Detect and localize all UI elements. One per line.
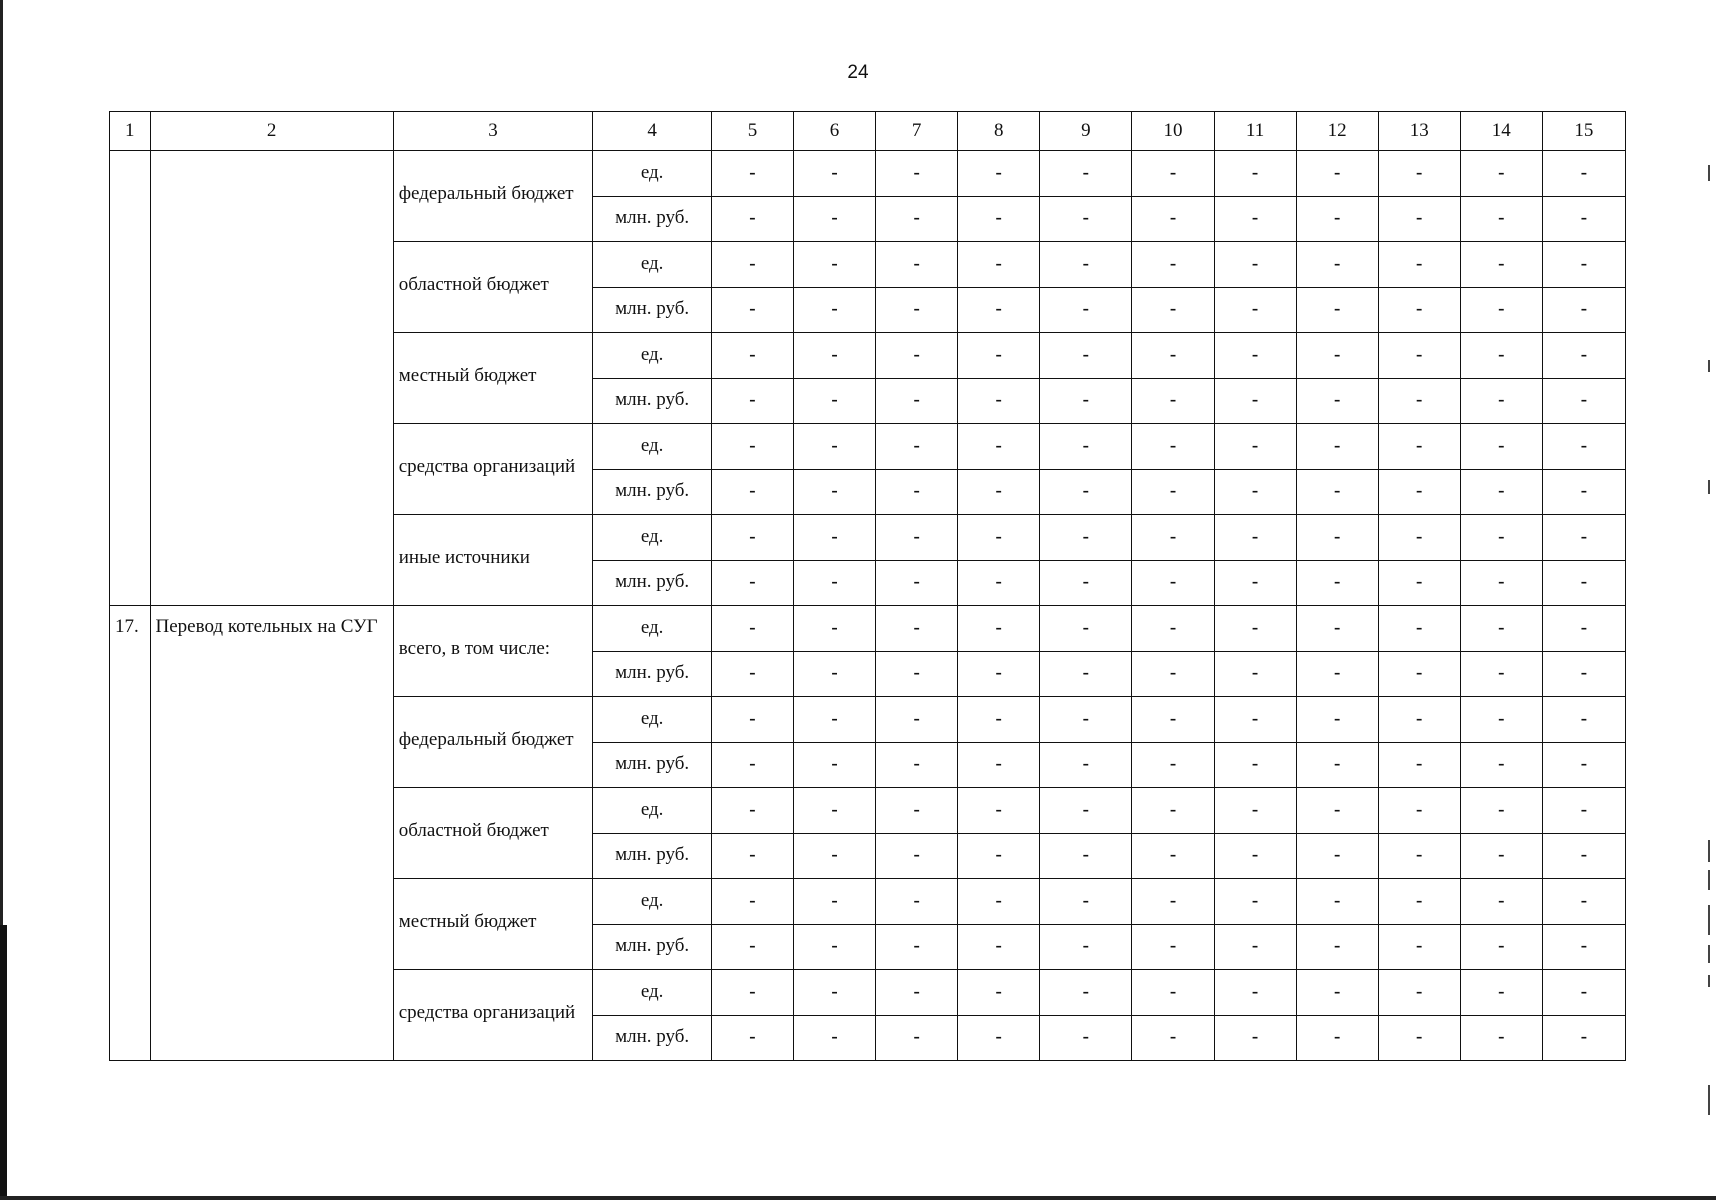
funding-source: средства организаций [393, 970, 593, 1061]
value-cell: - [794, 560, 876, 606]
value-cell: - [1378, 242, 1460, 288]
value-cell: - [1214, 879, 1296, 925]
value-cell: - [1460, 651, 1542, 697]
value-cell: - [1296, 970, 1378, 1016]
column-header: 14 [1460, 112, 1542, 151]
value-cell: - [958, 196, 1040, 242]
item-name: Перевод котельных на СУГ [150, 606, 393, 1061]
value-cell: - [1214, 1015, 1296, 1061]
value-cell: - [1040, 970, 1132, 1016]
value-cell: - [1132, 196, 1214, 242]
value-cell: - [876, 651, 958, 697]
value-cell: - [958, 970, 1040, 1016]
unit-cell: млн. руб. [593, 833, 712, 879]
value-cell: - [876, 469, 958, 515]
value-cell: - [958, 833, 1040, 879]
value-cell: - [1040, 242, 1132, 288]
value-cell: - [1460, 606, 1542, 652]
value-cell: - [1542, 242, 1625, 288]
column-header: 8 [958, 112, 1040, 151]
value-cell: - [711, 879, 793, 925]
value-cell: - [958, 924, 1040, 970]
value-cell: - [1460, 560, 1542, 606]
value-cell: - [1214, 287, 1296, 333]
funding-source: федеральный бюджет [393, 697, 593, 788]
value-cell: - [958, 378, 1040, 424]
unit-cell: ед. [593, 515, 712, 561]
value-cell: - [1132, 151, 1214, 197]
value-cell: - [876, 924, 958, 970]
value-cell: - [1132, 833, 1214, 879]
value-cell: - [1040, 742, 1132, 788]
value-cell: - [1378, 924, 1460, 970]
value-cell: - [876, 287, 958, 333]
value-cell: - [794, 970, 876, 1016]
value-cell: - [1378, 196, 1460, 242]
unit-cell: ед. [593, 879, 712, 925]
value-cell: - [1460, 287, 1542, 333]
value-cell: - [794, 697, 876, 743]
value-cell: - [1214, 697, 1296, 743]
unit-cell: млн. руб. [593, 287, 712, 333]
unit-cell: млн. руб. [593, 560, 712, 606]
funding-source: всего, в том числе: [393, 606, 593, 697]
value-cell: - [1460, 924, 1542, 970]
table-row [110, 151, 1626, 197]
value-cell: - [1040, 924, 1132, 970]
column-header: 7 [876, 112, 958, 151]
value-cell: - [1378, 424, 1460, 470]
value-cell: - [1378, 560, 1460, 606]
value-cell: - [711, 788, 793, 834]
value-cell: - [794, 1015, 876, 1061]
value-cell: - [1132, 788, 1214, 834]
value-cell: - [1296, 742, 1378, 788]
value-cell: - [1542, 151, 1625, 197]
value-cell: - [876, 788, 958, 834]
value-cell: - [876, 378, 958, 424]
value-cell: - [1296, 333, 1378, 379]
value-cell: - [1214, 333, 1296, 379]
funding-source: иные источники [393, 515, 593, 606]
value-cell: - [711, 833, 793, 879]
value-cell: - [1378, 606, 1460, 652]
value-cell: - [1542, 651, 1625, 697]
value-cell: - [1132, 606, 1214, 652]
value-cell: - [711, 606, 793, 652]
value-cell: - [958, 879, 1040, 925]
unit-cell: млн. руб. [593, 196, 712, 242]
value-cell: - [876, 151, 958, 197]
unit-cell: ед. [593, 333, 712, 379]
unit-cell: млн. руб. [593, 1015, 712, 1061]
value-cell: - [711, 515, 793, 561]
value-cell: - [1214, 196, 1296, 242]
value-cell: - [1132, 924, 1214, 970]
value-cell: - [1460, 242, 1542, 288]
funding-source: средства организаций [393, 424, 593, 515]
funding-source: федеральный бюджет [393, 151, 593, 242]
value-cell: - [1460, 742, 1542, 788]
value-cell: - [1214, 378, 1296, 424]
unit-cell: млн. руб. [593, 651, 712, 697]
value-cell: - [1542, 469, 1625, 515]
value-cell: - [1378, 879, 1460, 925]
value-cell: - [1460, 697, 1542, 743]
scan-edge-marks [1704, 0, 1716, 1200]
value-cell: - [794, 651, 876, 697]
value-cell: - [1296, 151, 1378, 197]
value-cell: - [1460, 970, 1542, 1016]
scan-left-shadow [0, 925, 7, 1200]
unit-cell: ед. [593, 424, 712, 470]
value-cell: - [711, 196, 793, 242]
value-cell: - [1296, 378, 1378, 424]
value-cell: - [1296, 1015, 1378, 1061]
value-cell: - [1132, 515, 1214, 561]
value-cell: - [1214, 788, 1296, 834]
value-cell: - [1378, 970, 1460, 1016]
value-cell: - [711, 242, 793, 288]
value-cell: - [1378, 151, 1460, 197]
funding-source: областной бюджет [393, 788, 593, 879]
value-cell: - [1132, 287, 1214, 333]
column-header: 1 [110, 112, 151, 151]
value-cell: - [876, 742, 958, 788]
value-cell: - [1378, 378, 1460, 424]
value-cell: - [1132, 378, 1214, 424]
value-cell: - [958, 560, 1040, 606]
value-cell: - [1040, 788, 1132, 834]
unit-cell: ед. [593, 697, 712, 743]
value-cell: - [958, 1015, 1040, 1061]
value-cell: - [711, 560, 793, 606]
value-cell: - [1214, 242, 1296, 288]
unit-cell: млн. руб. [593, 924, 712, 970]
value-cell: - [1460, 833, 1542, 879]
column-header: 10 [1132, 112, 1214, 151]
value-cell: - [876, 606, 958, 652]
value-cell: - [1542, 879, 1625, 925]
value-cell: - [1542, 833, 1625, 879]
value-cell: - [1460, 424, 1542, 470]
value-cell: - [1378, 515, 1460, 561]
value-cell: - [1132, 651, 1214, 697]
value-cell: - [1040, 833, 1132, 879]
value-cell: - [711, 697, 793, 743]
table-row [110, 606, 1626, 652]
value-cell: - [1040, 1015, 1132, 1061]
unit-cell: ед. [593, 606, 712, 652]
value-cell: - [794, 196, 876, 242]
value-cell: - [1542, 742, 1625, 788]
value-cell: - [711, 651, 793, 697]
value-cell: - [1296, 879, 1378, 925]
value-cell: - [1296, 196, 1378, 242]
value-cell: - [1040, 469, 1132, 515]
value-cell: - [1542, 970, 1625, 1016]
value-cell: - [876, 879, 958, 925]
column-header: 13 [1378, 112, 1460, 151]
value-cell: - [1542, 333, 1625, 379]
value-cell: - [1460, 196, 1542, 242]
unit-cell: ед. [593, 788, 712, 834]
value-cell: - [711, 287, 793, 333]
value-cell: - [1296, 515, 1378, 561]
column-header: 11 [1214, 112, 1296, 151]
value-cell: - [1542, 515, 1625, 561]
value-cell: - [711, 1015, 793, 1061]
value-cell: - [1040, 879, 1132, 925]
value-cell: - [958, 242, 1040, 288]
column-header: 4 [593, 112, 712, 151]
unit-cell: ед. [593, 970, 712, 1016]
value-cell: - [794, 606, 876, 652]
value-cell: - [1296, 242, 1378, 288]
value-cell: - [958, 424, 1040, 470]
item-name [150, 151, 393, 606]
column-header: 5 [711, 112, 793, 151]
value-cell: - [794, 242, 876, 288]
value-cell: - [794, 469, 876, 515]
value-cell: - [1378, 333, 1460, 379]
value-cell: - [711, 333, 793, 379]
value-cell: - [1296, 833, 1378, 879]
item-number: 17. [110, 606, 151, 1061]
value-cell: - [1214, 651, 1296, 697]
value-cell: - [1040, 560, 1132, 606]
value-cell: - [1378, 469, 1460, 515]
funding-source: местный бюджет [393, 879, 593, 970]
column-header: 12 [1296, 112, 1378, 151]
column-header: 6 [794, 112, 876, 151]
value-cell: - [1132, 333, 1214, 379]
value-cell: - [1542, 924, 1625, 970]
value-cell: - [794, 151, 876, 197]
value-cell: - [1132, 879, 1214, 925]
value-cell: - [958, 469, 1040, 515]
value-cell: - [1460, 788, 1542, 834]
value-cell: - [1378, 1015, 1460, 1061]
column-header: 2 [150, 112, 393, 151]
value-cell: - [1214, 606, 1296, 652]
value-cell: - [1040, 606, 1132, 652]
value-cell: - [1460, 151, 1542, 197]
value-cell: - [958, 651, 1040, 697]
value-cell: - [876, 970, 958, 1016]
value-cell: - [958, 151, 1040, 197]
value-cell: - [1296, 606, 1378, 652]
value-cell: - [1542, 788, 1625, 834]
value-cell: - [1214, 424, 1296, 470]
value-cell: - [1040, 287, 1132, 333]
value-cell: - [1460, 515, 1542, 561]
value-cell: - [1296, 287, 1378, 333]
value-cell: - [711, 970, 793, 1016]
value-cell: - [1296, 697, 1378, 743]
value-cell: - [876, 833, 958, 879]
value-cell: - [1378, 833, 1460, 879]
value-cell: - [794, 424, 876, 470]
value-cell: - [1214, 560, 1296, 606]
value-cell: - [1040, 378, 1132, 424]
value-cell: - [876, 515, 958, 561]
value-cell: - [711, 378, 793, 424]
value-cell: - [711, 924, 793, 970]
value-cell: - [1542, 606, 1625, 652]
value-cell: - [1040, 196, 1132, 242]
value-cell: - [958, 788, 1040, 834]
unit-cell: млн. руб. [593, 378, 712, 424]
header-row [110, 112, 1626, 151]
value-cell: - [1132, 560, 1214, 606]
value-cell: - [1460, 378, 1542, 424]
value-cell: - [1214, 924, 1296, 970]
value-cell: - [1378, 742, 1460, 788]
value-cell: - [1542, 697, 1625, 743]
value-cell: - [1542, 560, 1625, 606]
unit-cell: млн. руб. [593, 742, 712, 788]
value-cell: - [1132, 970, 1214, 1016]
value-cell: - [1214, 469, 1296, 515]
value-cell: - [1378, 697, 1460, 743]
item-number [110, 151, 151, 606]
value-cell: - [794, 833, 876, 879]
value-cell: - [1132, 742, 1214, 788]
value-cell: - [958, 515, 1040, 561]
value-cell: - [958, 606, 1040, 652]
value-cell: - [794, 287, 876, 333]
value-cell: - [1132, 242, 1214, 288]
value-cell: - [958, 742, 1040, 788]
budget-table [109, 111, 1626, 1061]
scan-bottom-border [0, 1196, 1716, 1200]
page-number: 24 [847, 62, 869, 83]
value-cell: - [1040, 424, 1132, 470]
value-cell: - [1542, 1015, 1625, 1061]
value-cell: - [794, 333, 876, 379]
unit-cell: млн. руб. [593, 469, 712, 515]
value-cell: - [958, 333, 1040, 379]
value-cell: - [1296, 469, 1378, 515]
column-header: 3 [393, 112, 593, 151]
value-cell: - [1378, 651, 1460, 697]
value-cell: - [1296, 560, 1378, 606]
value-cell: - [1542, 378, 1625, 424]
value-cell: - [876, 242, 958, 288]
value-cell: - [1460, 1015, 1542, 1061]
value-cell: - [1378, 287, 1460, 333]
value-cell: - [711, 469, 793, 515]
value-cell: - [1460, 333, 1542, 379]
value-cell: - [1132, 1015, 1214, 1061]
value-cell: - [1460, 469, 1542, 515]
value-cell: - [1378, 788, 1460, 834]
value-cell: - [958, 287, 1040, 333]
value-cell: - [1040, 333, 1132, 379]
funding-source: местный бюджет [393, 333, 593, 424]
value-cell: - [1132, 424, 1214, 470]
unit-cell: ед. [593, 151, 712, 197]
value-cell: - [1214, 515, 1296, 561]
value-cell: - [1214, 742, 1296, 788]
value-cell: - [1214, 833, 1296, 879]
funding-source: областной бюджет [393, 242, 593, 333]
value-cell: - [711, 742, 793, 788]
value-cell: - [1296, 424, 1378, 470]
value-cell: - [1542, 424, 1625, 470]
value-cell: - [1214, 151, 1296, 197]
value-cell: - [1040, 515, 1132, 561]
value-cell: - [876, 1015, 958, 1061]
value-cell: - [794, 924, 876, 970]
value-cell: - [1132, 697, 1214, 743]
value-cell: - [876, 697, 958, 743]
value-cell: - [958, 697, 1040, 743]
value-cell: - [711, 151, 793, 197]
value-cell: - [876, 560, 958, 606]
value-cell: - [1460, 879, 1542, 925]
value-cell: - [876, 196, 958, 242]
value-cell: - [1542, 287, 1625, 333]
value-cell: - [1296, 788, 1378, 834]
value-cell: - [794, 515, 876, 561]
value-cell: - [1296, 651, 1378, 697]
unit-cell: ед. [593, 242, 712, 288]
value-cell: - [794, 788, 876, 834]
value-cell: - [1040, 151, 1132, 197]
value-cell: - [1542, 196, 1625, 242]
value-cell: - [1296, 924, 1378, 970]
column-header: 9 [1040, 112, 1132, 151]
value-cell: - [876, 424, 958, 470]
value-cell: - [1040, 651, 1132, 697]
value-cell: - [794, 378, 876, 424]
column-header: 15 [1542, 112, 1625, 151]
value-cell: - [794, 879, 876, 925]
value-cell: - [876, 333, 958, 379]
value-cell: - [1214, 970, 1296, 1016]
value-cell: - [1132, 469, 1214, 515]
value-cell: - [1040, 697, 1132, 743]
value-cell: - [711, 424, 793, 470]
value-cell: - [794, 742, 876, 788]
